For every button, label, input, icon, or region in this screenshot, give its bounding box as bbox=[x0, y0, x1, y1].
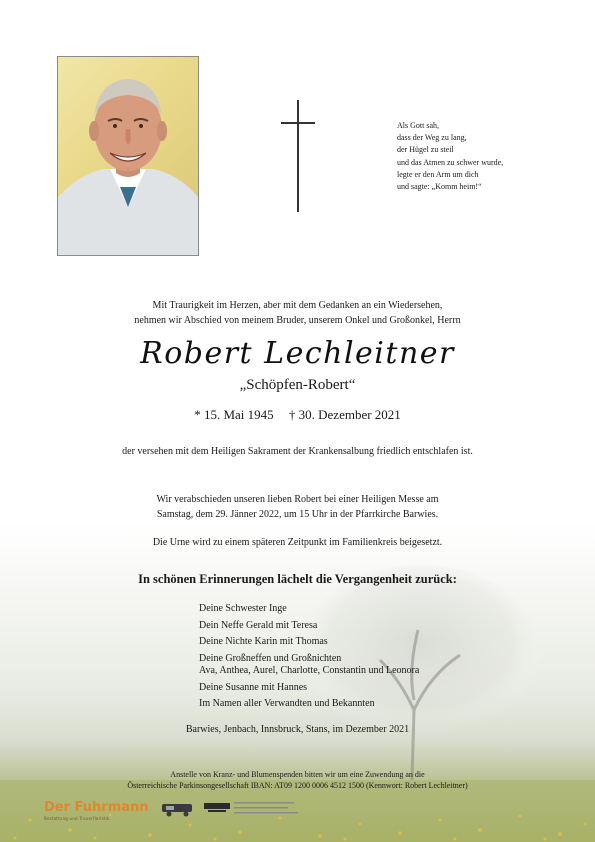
family-list bbox=[199, 603, 419, 715]
poem-line: und sagte: „Komm heim!“ bbox=[397, 182, 482, 192]
family-item: Deine Susanne mit Hannes bbox=[199, 681, 308, 693]
poem-line: Als Gott sah, bbox=[397, 121, 439, 130]
birth-date: * 15. Mai 1945 bbox=[194, 407, 274, 422]
deceased-name: Robert Lechleitner bbox=[140, 336, 455, 371]
family-item: Dein Neffe Gerald mit Teresa bbox=[199, 619, 318, 631]
hearse-logo-icon bbox=[160, 800, 196, 818]
sacrament-text: der versehen mit dem Heiligen Sakrament der Krankensalbung friedlich entschlafen ist. bbox=[122, 446, 473, 457]
mass-announcement bbox=[0, 492, 595, 522]
fuhrmann-logo-sub: Bestattung und Trauerfloristik bbox=[44, 816, 110, 821]
family-item: Deine Schwester Inge bbox=[199, 603, 287, 614]
poem-line: dass der Weg zu lang, bbox=[397, 133, 467, 143]
poem-line: und das Atmen zu schwer wurde, bbox=[397, 157, 504, 167]
life-dates bbox=[0, 407, 595, 423]
places-date: Barwies, Jenbach, Innsbruck, Stans, im Dezember 2021 bbox=[185, 724, 410, 735]
intro-line-2: nehmen wir Abschied von meinem Bruder, unserem Onkel und Großonkel, Herrn bbox=[134, 315, 461, 326]
family-item: Im Namen aller Verwandten und Bekannten bbox=[199, 698, 375, 709]
family-item: Deine Großneffen und Großnichten bbox=[199, 652, 342, 664]
donation-line-1: Anstelle von Kranz- und Blumenspenden bitten wir um eine Zuwendung an die bbox=[170, 770, 425, 779]
urn-text: Die Urne wird zu einem späteren Zeitpunkt im Familienkreis beigesetzt. bbox=[152, 537, 443, 548]
poem bbox=[397, 120, 587, 193]
donation-line-2: Österreichische Parkinsongesellschaft IBAN: AT09 1200 0006 4512 1500 (Kennwort: Robert Lechleitner) bbox=[127, 781, 468, 790]
memories-heading: In schönen Erinnerungen lächelt die Vergangenheit zurück: bbox=[138, 572, 457, 586]
donation-notice bbox=[0, 769, 595, 791]
deceased-nickname: „Schöpfen-Robert“ bbox=[239, 377, 356, 393]
poem-line: der Hügel zu steil bbox=[397, 145, 454, 155]
family-item: Ava, Anthea, Aurel, Charlotte, Constantin und Leonora bbox=[199, 665, 420, 676]
poem-line: legte er den Arm um dich bbox=[397, 169, 479, 179]
fuhrmann-logo bbox=[44, 800, 149, 821]
mass-line-1: Wir verabschieden unseren lieben Robert bei einer Heiligen Messe am bbox=[156, 494, 439, 505]
partner-logo-icon bbox=[204, 800, 300, 818]
family-item: Deine Nichte Karin mit Thomas bbox=[199, 636, 328, 647]
mass-line-2: Samstag, dem 29. Jänner 2022, um 15 Uhr in der Pfarrkirche Barwies. bbox=[156, 509, 439, 520]
intro-line-1: Mit Traurigkeit im Herzen, aber mit dem Gedanken an ein Wiedersehen, bbox=[152, 300, 443, 311]
intro-text bbox=[0, 298, 595, 328]
death-date: † 30. Dezember 2021 bbox=[288, 407, 401, 422]
cross-icon bbox=[281, 100, 315, 212]
portrait-photo bbox=[57, 56, 199, 256]
fuhrmann-logo-name: Der Fuhrmann bbox=[44, 800, 149, 815]
